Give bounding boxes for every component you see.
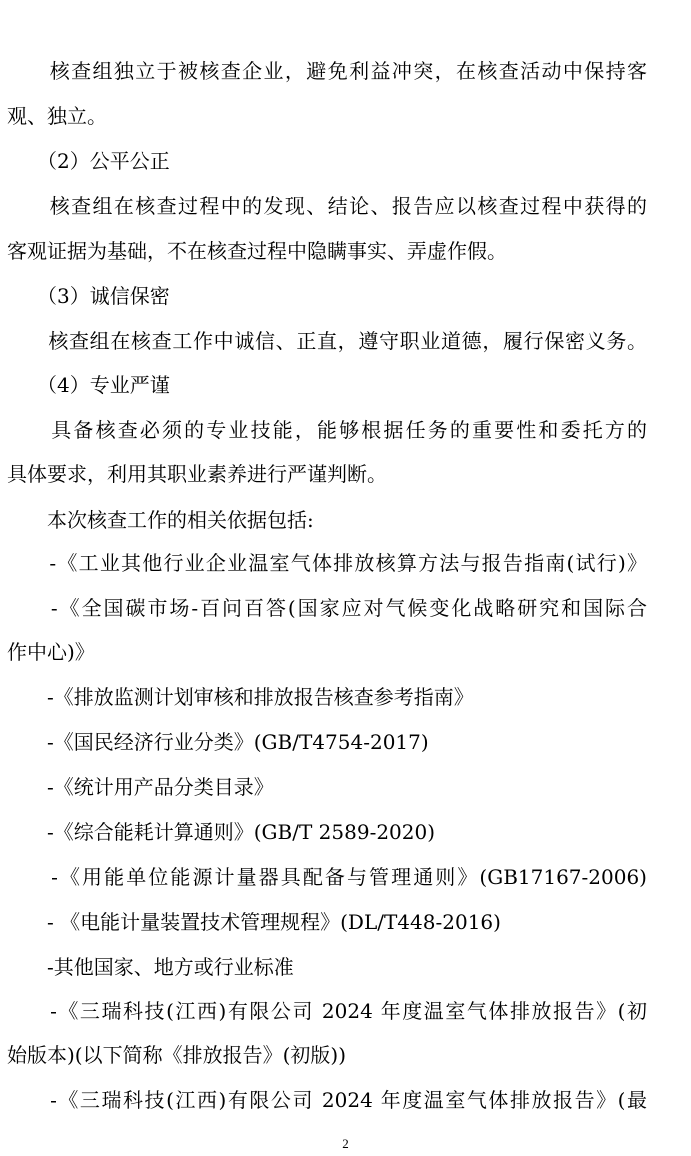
paragraph-line: 客观证据为基础，不在核查过程中隐瞒事实、弄虚作假。 [7,239,507,263]
paragraph-line: 本次核查工作的相关依据包括: [7,508,314,532]
reference-item: -《用能单位能源计量器具配备与管理通则》(GB17167-2006) [7,865,647,889]
section-heading: （3）诚信保密 [7,284,170,308]
paragraph-line: 核查组独立于被核查企业，避免利益冲突，在核查活动中保持客 [7,59,647,83]
reference-item: -《综合能耗计算通则》(GB/T 2589-2020) [7,820,436,844]
paragraph-line: 具体要求，利用其职业素养进行严谨判断。 [7,462,387,486]
reference-item: -《国民经济行业分类》(GB/T4754-2017) [7,730,429,754]
reference-item: -《三瑞科技(江西)有限公司 2024 年度温室气体排放报告》(最 [7,1088,647,1112]
page-number: 2 [342,1136,349,1151]
reference-item: -《全国碳市场-百问百答(国家应对气候变化战略研究和国际合 [7,596,647,620]
reference-item: -《三瑞科技(江西)有限公司 2024 年度温室气体排放报告》(初 [7,999,647,1023]
section-heading: （2）公平公正 [7,149,170,173]
paragraph-line: 核查组在核查工作中诚信、正直，遵守职业道德，履行保密义务。 [7,329,647,353]
reference-item: -其他国家、地方或行业标准 [7,955,294,979]
paragraph-line: 观、独立。 [7,104,107,128]
reference-item: -《工业其他行业企业温室气体排放核算方法与报告指南(试行)》 [7,551,647,575]
section-heading: （4）专业严谨 [7,373,170,397]
paragraph-line: 具备核查必须的专业技能，能够根据任务的重要性和委托方的 [7,418,647,442]
reference-item: 始版本)(以下简称《排放报告》(初版)) [7,1043,347,1067]
reference-item: -《排放监测计划审核和排放报告核查参考指南》 [7,685,474,709]
reference-item: - 《电能计量装置技术管理规程》(DL/T448-2016) [7,910,501,934]
reference-item: -《统计用产品分类目录》 [7,775,274,799]
reference-item: 作中心)》 [7,640,95,664]
paragraph-line: 核查组在核查过程中的发现、结论、报告应以核查过程中获得的 [7,194,647,218]
